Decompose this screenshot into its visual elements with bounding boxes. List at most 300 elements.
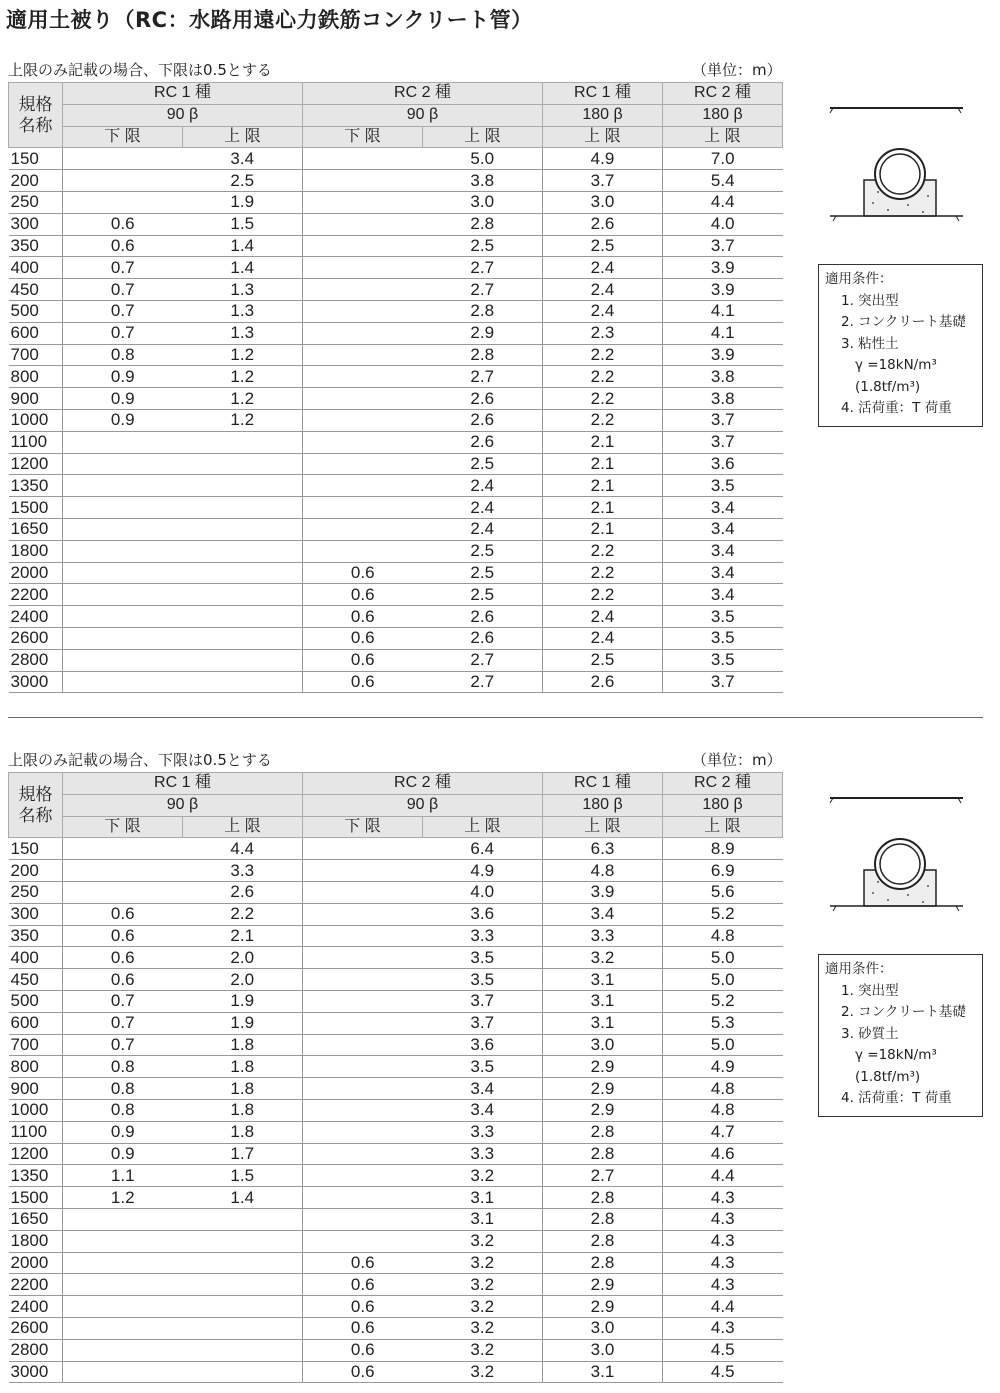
value-cell: 4.0 (663, 213, 783, 235)
value-cell: 1.9 (183, 191, 303, 213)
spec-name-cell: 3000 (9, 1361, 63, 1383)
value-cell: 1.8 (183, 1099, 303, 1121)
value-cell: 2.6 (423, 431, 543, 453)
value-cell: 5.0 (423, 148, 543, 170)
value-cell: 3.6 (663, 453, 783, 475)
value-cell (63, 1339, 183, 1361)
value-cell: 2.5 (423, 584, 543, 606)
value-cell (303, 388, 423, 410)
value-cell (303, 838, 423, 860)
spec-name-cell: 1650 (9, 518, 63, 540)
value-cell: 2.4 (423, 475, 543, 497)
value-cell (63, 540, 183, 562)
value-cell: 7.0 (663, 148, 783, 170)
value-cell: 0.8 (63, 1056, 183, 1078)
condition-line: 2. コンクリート基礎 (841, 314, 966, 330)
value-cell: 1.1 (63, 1165, 183, 1187)
value-cell: 2.6 (423, 409, 543, 431)
value-cell: 3.2 (423, 1165, 543, 1187)
value-cell (183, 584, 303, 606)
value-cell: 4.1 (663, 322, 783, 344)
value-cell: 3.4 (663, 497, 783, 519)
table-row (9, 838, 783, 860)
spec-name-cell: 2600 (9, 1317, 63, 1339)
condition-line: 4. 活荷重：T 荷重 (841, 1090, 952, 1106)
value-cell (303, 1143, 423, 1165)
value-cell: 5.6 (663, 881, 783, 903)
value-cell: 1.5 (183, 1165, 303, 1187)
table-row (9, 344, 783, 366)
value-cell: 3.3 (183, 860, 303, 882)
spec-name-cell: 2800 (9, 649, 63, 671)
value-cell: 2.5 (423, 562, 543, 584)
value-cell: 4.9 (543, 148, 663, 170)
value-cell (303, 925, 423, 947)
condition-line: 1. 突出型 (841, 982, 899, 999)
table-row (9, 1099, 783, 1121)
value-cell: 2.8 (423, 300, 543, 322)
value-cell: 4.4 (663, 1296, 783, 1318)
value-cell: 0.6 (303, 606, 423, 628)
value-cell (183, 431, 303, 453)
condition-line: 適用条件： (825, 271, 893, 287)
page-title: 適用土被り（RC：水路用遠心力鉄筋コンクリート管） (6, 8, 533, 32)
value-cell: 1.7 (183, 1143, 303, 1165)
value-cell (63, 431, 183, 453)
spec-name-cell: 2800 (9, 1339, 63, 1361)
value-cell: 3.7 (663, 235, 783, 257)
value-cell: 3.9 (663, 279, 783, 301)
value-cell (63, 148, 183, 170)
value-cell (63, 860, 183, 882)
value-cell: 4.9 (423, 860, 543, 882)
value-cell (303, 431, 423, 453)
spec-name-cell: 1350 (9, 1165, 63, 1187)
value-cell (183, 1208, 303, 1230)
spec-name-header: 規格 名称 (9, 83, 63, 148)
beta-90-header: 90 β (303, 794, 543, 816)
unit-label: （単位：m） (692, 61, 782, 79)
value-cell: 2.4 (543, 257, 663, 279)
value-cell: 1.4 (183, 257, 303, 279)
spec-name-cell: 1650 (9, 1208, 63, 1230)
value-cell: 3.0 (543, 1034, 663, 1056)
value-cell: 1.2 (183, 344, 303, 366)
conditions-box (818, 954, 983, 1117)
value-cell: 2.2 (543, 388, 663, 410)
table-row (9, 1056, 783, 1078)
value-cell: 3.3 (423, 925, 543, 947)
value-cell: 2.7 (543, 1165, 663, 1187)
value-cell: 2.1 (543, 453, 663, 475)
condition-line: (1.8tf/m³) (855, 1068, 921, 1085)
value-cell: 1.8 (183, 1034, 303, 1056)
value-cell (303, 235, 423, 257)
value-cell (303, 322, 423, 344)
value-cell: 5.4 (663, 170, 783, 192)
value-cell: 2.5 (423, 235, 543, 257)
table-row (9, 1339, 783, 1361)
value-cell: 2.2 (543, 344, 663, 366)
value-cell: 2.8 (543, 1208, 663, 1230)
value-cell: 3.4 (663, 562, 783, 584)
cover-depth-table (8, 82, 783, 693)
value-cell (183, 562, 303, 584)
table-note: 上限のみ記載の場合、下限は0.5とする (8, 61, 272, 79)
table-row (9, 562, 783, 584)
rc2-180-header: RC 2 種 (663, 773, 783, 795)
value-cell: 2.0 (183, 969, 303, 991)
value-cell: 0.6 (63, 903, 183, 925)
table-row (9, 409, 783, 431)
value-cell: 2.7 (423, 279, 543, 301)
value-cell: 3.4 (663, 540, 783, 562)
table-row (9, 497, 783, 519)
value-cell: 3.2 (423, 1317, 543, 1339)
value-cell: 2.6 (423, 388, 543, 410)
table-row (9, 213, 783, 235)
table-section (0, 0, 1000, 690)
value-cell: 6.3 (543, 838, 663, 860)
table-row (9, 257, 783, 279)
value-cell: 4.3 (663, 1230, 783, 1252)
table-row (9, 148, 783, 170)
value-cell: 0.6 (63, 213, 183, 235)
table-row (9, 1012, 783, 1034)
value-cell: 4.7 (663, 1121, 783, 1143)
value-cell: 3.6 (423, 903, 543, 925)
spec-name-cell: 1100 (9, 1121, 63, 1143)
lower-limit-header: 下 限 (63, 126, 183, 148)
spec-name-cell: 1350 (9, 475, 63, 497)
value-cell (63, 881, 183, 903)
rc2-90-header: RC 2 種 (303, 773, 543, 795)
value-cell: 3.3 (543, 925, 663, 947)
value-cell: 1.2 (183, 409, 303, 431)
value-cell: 0.7 (63, 257, 183, 279)
value-cell (303, 1121, 423, 1143)
table-row (9, 322, 783, 344)
spec-name-cell: 2600 (9, 627, 63, 649)
value-cell: 3.6 (423, 1034, 543, 1056)
unit-label: （単位：m） (692, 751, 782, 769)
value-cell (63, 1208, 183, 1230)
table-row (9, 1296, 783, 1318)
spec-name-cell: 1000 (9, 409, 63, 431)
value-cell (303, 969, 423, 991)
value-cell: 1.8 (183, 1056, 303, 1078)
value-cell: 3.7 (543, 170, 663, 192)
spec-name-cell: 150 (9, 148, 63, 170)
value-cell: 1.5 (183, 213, 303, 235)
value-cell: 5.0 (663, 969, 783, 991)
spec-name-cell: 900 (9, 388, 63, 410)
condition-line: γ =18kN/m³ (855, 357, 937, 373)
upper-limit-header: 上 限 (543, 816, 663, 838)
value-cell: 3.0 (423, 191, 543, 213)
lower-limit-header: 下 限 (303, 126, 423, 148)
table-row (9, 475, 783, 497)
value-cell: 3.1 (423, 1187, 543, 1209)
value-cell: 0.6 (303, 562, 423, 584)
value-cell: 2.5 (423, 540, 543, 562)
value-cell: 3.5 (423, 969, 543, 991)
value-cell: 3.1 (543, 990, 663, 1012)
value-cell: 1.8 (183, 1121, 303, 1143)
value-cell (303, 860, 423, 882)
value-cell: 0.7 (63, 300, 183, 322)
value-cell: 2.1 (543, 518, 663, 540)
value-cell (303, 409, 423, 431)
spec-name-cell: 350 (9, 235, 63, 257)
value-cell: 4.4 (663, 191, 783, 213)
value-cell: 2.1 (543, 475, 663, 497)
value-cell: 2.7 (423, 671, 543, 693)
value-cell: 2.0 (183, 947, 303, 969)
value-cell: 3.2 (423, 1252, 543, 1274)
spec-name-cell: 600 (9, 1012, 63, 1034)
beta-180-header: 180 β (663, 794, 783, 816)
value-cell (63, 1317, 183, 1339)
value-cell: 2.6 (543, 671, 663, 693)
rc1-90-header: RC 1 種 (63, 83, 303, 105)
value-cell: 3.9 (543, 881, 663, 903)
value-cell (183, 475, 303, 497)
value-cell (303, 1099, 423, 1121)
value-cell (303, 191, 423, 213)
value-cell (63, 584, 183, 606)
table-row (9, 279, 783, 301)
value-cell: 1.4 (183, 235, 303, 257)
value-cell: 3.1 (543, 969, 663, 991)
value-cell (303, 1034, 423, 1056)
value-cell: 2.8 (543, 1121, 663, 1143)
value-cell: 3.8 (663, 388, 783, 410)
value-cell (63, 191, 183, 213)
value-cell: 1.9 (183, 990, 303, 1012)
value-cell: 0.6 (63, 947, 183, 969)
value-cell: 4.4 (183, 838, 303, 860)
value-cell: 2.6 (183, 881, 303, 903)
value-cell: 3.2 (423, 1361, 543, 1383)
value-cell: 2.2 (543, 540, 663, 562)
condition-line: 4. 活荷重：T 荷重 (841, 400, 952, 416)
value-cell: 2.7 (423, 366, 543, 388)
value-cell: 2.4 (423, 518, 543, 540)
spec-name-cell: 200 (9, 860, 63, 882)
beta-180-header: 180 β (663, 104, 783, 126)
spec-name-cell: 700 (9, 344, 63, 366)
value-cell (183, 1339, 303, 1361)
table-row (9, 1187, 783, 1209)
value-cell (183, 649, 303, 671)
pipe-icon (875, 149, 925, 199)
value-cell: 3.7 (663, 409, 783, 431)
value-cell (63, 170, 183, 192)
value-cell: 1.3 (183, 300, 303, 322)
value-cell (303, 1165, 423, 1187)
value-cell: 2.4 (543, 606, 663, 628)
value-cell: 2.2 (543, 409, 663, 431)
value-cell: 1.2 (183, 366, 303, 388)
value-cell: 0.6 (303, 1317, 423, 1339)
value-cell: 0.6 (303, 1296, 423, 1318)
value-cell: 3.2 (423, 1296, 543, 1318)
value-cell (183, 1230, 303, 1252)
value-cell: 3.2 (423, 1274, 543, 1296)
value-cell: 2.9 (423, 322, 543, 344)
value-cell: 0.8 (63, 344, 183, 366)
value-cell: 6.4 (423, 838, 543, 860)
value-cell: 3.5 (663, 606, 783, 628)
table-row (9, 1230, 783, 1252)
value-cell: 2.4 (543, 627, 663, 649)
value-cell (303, 1056, 423, 1078)
value-cell: 3.4 (423, 1099, 543, 1121)
value-cell: 4.3 (663, 1274, 783, 1296)
value-cell (63, 606, 183, 628)
value-cell (303, 453, 423, 475)
lower-limit-header: 下 限 (63, 816, 183, 838)
table-row (9, 584, 783, 606)
value-cell: 2.9 (543, 1274, 663, 1296)
value-cell: 1.9 (183, 1012, 303, 1034)
spec-name-cell: 1800 (9, 540, 63, 562)
value-cell: 4.5 (663, 1339, 783, 1361)
value-cell: 0.6 (63, 235, 183, 257)
value-cell: 4.6 (663, 1143, 783, 1165)
value-cell (63, 1361, 183, 1383)
spec-name-cell: 300 (9, 213, 63, 235)
value-cell: 4.0 (423, 881, 543, 903)
value-cell: 0.7 (63, 1012, 183, 1034)
spec-name-cell: 1000 (9, 1099, 63, 1121)
value-cell: 3.2 (543, 947, 663, 969)
value-cell (183, 453, 303, 475)
table-row (9, 903, 783, 925)
value-cell (63, 497, 183, 519)
upper-limit-header: 上 限 (183, 126, 303, 148)
spec-name-cell: 400 (9, 947, 63, 969)
spec-name-cell: 1800 (9, 1230, 63, 1252)
value-cell (63, 1230, 183, 1252)
value-cell: 3.2 (423, 1230, 543, 1252)
value-cell (63, 475, 183, 497)
value-cell (303, 148, 423, 170)
value-cell: 3.1 (543, 1361, 663, 1383)
value-cell: 2.3 (543, 322, 663, 344)
value-cell: 2.9 (543, 1078, 663, 1100)
value-cell: 6.9 (663, 860, 783, 882)
lower-limit-header: 下 限 (303, 816, 423, 838)
rc2-180-header: RC 2 種 (663, 83, 783, 105)
table-row (9, 453, 783, 475)
spec-name-cell: 250 (9, 881, 63, 903)
value-cell (63, 1274, 183, 1296)
value-cell: 2.1 (543, 497, 663, 519)
table-row (9, 1208, 783, 1230)
table-row (9, 1078, 783, 1100)
upper-limit-header: 上 限 (423, 126, 543, 148)
value-cell: 2.1 (183, 925, 303, 947)
table-row (9, 1143, 783, 1165)
value-cell: 3.3 (423, 1121, 543, 1143)
value-cell: 5.3 (663, 1012, 783, 1034)
ground-line-icon (830, 798, 963, 803)
value-cell (183, 1361, 303, 1383)
table-row (9, 925, 783, 947)
value-cell: 3.5 (663, 649, 783, 671)
upper-limit-header: 上 限 (663, 126, 783, 148)
value-cell (63, 562, 183, 584)
table-row (9, 540, 783, 562)
value-cell: 5.0 (663, 947, 783, 969)
value-cell (303, 279, 423, 301)
pipe-bedding-diagram (828, 100, 968, 230)
value-cell: 4.9 (663, 1056, 783, 1078)
value-cell: 4.1 (663, 300, 783, 322)
value-cell: 2.8 (423, 213, 543, 235)
value-cell: 3.1 (423, 1208, 543, 1230)
table-row (9, 606, 783, 628)
value-cell: 3.5 (423, 1056, 543, 1078)
condition-line: 適用条件： (825, 961, 893, 977)
upper-limit-header: 上 限 (663, 816, 783, 838)
upper-limit-header: 上 限 (183, 816, 303, 838)
value-cell: 3.4 (423, 1078, 543, 1100)
value-cell: 2.9 (543, 1296, 663, 1318)
spec-name-cell: 2200 (9, 584, 63, 606)
value-cell: 0.9 (63, 388, 183, 410)
value-cell: 3.9 (663, 344, 783, 366)
value-cell: 3.0 (543, 1317, 663, 1339)
table-note: 上限のみ記載の場合、下限は0.5とする (8, 751, 272, 769)
value-cell (303, 1012, 423, 1034)
value-cell (303, 1078, 423, 1100)
value-cell: 3.0 (543, 1339, 663, 1361)
value-cell (183, 1317, 303, 1339)
value-cell: 3.8 (423, 170, 543, 192)
table-row (9, 881, 783, 903)
rc1-90-header: RC 1 種 (63, 773, 303, 795)
value-cell: 3.8 (663, 366, 783, 388)
table-row (9, 969, 783, 991)
value-cell: 2.8 (543, 1252, 663, 1274)
value-cell: 3.5 (423, 947, 543, 969)
table-row (9, 627, 783, 649)
table-row (9, 1317, 783, 1339)
spec-name-cell: 1500 (9, 497, 63, 519)
value-cell: 2.5 (543, 235, 663, 257)
value-cell: 3.7 (663, 431, 783, 453)
table-row (9, 170, 783, 192)
value-cell: 5.2 (663, 990, 783, 1012)
value-cell: 4.8 (663, 1078, 783, 1100)
value-cell: 0.6 (303, 1361, 423, 1383)
value-cell: 5.0 (663, 1034, 783, 1056)
spec-name-cell: 1200 (9, 453, 63, 475)
value-cell: 2.4 (543, 279, 663, 301)
value-cell: 1.8 (183, 1078, 303, 1100)
upper-limit-header: 上 限 (423, 816, 543, 838)
spec-name-cell: 200 (9, 170, 63, 192)
value-cell (183, 497, 303, 519)
value-cell: 1.2 (63, 1187, 183, 1209)
value-cell (63, 1296, 183, 1318)
value-cell: 0.8 (63, 1078, 183, 1100)
value-cell: 2.5 (543, 649, 663, 671)
value-cell: 2.8 (543, 1230, 663, 1252)
